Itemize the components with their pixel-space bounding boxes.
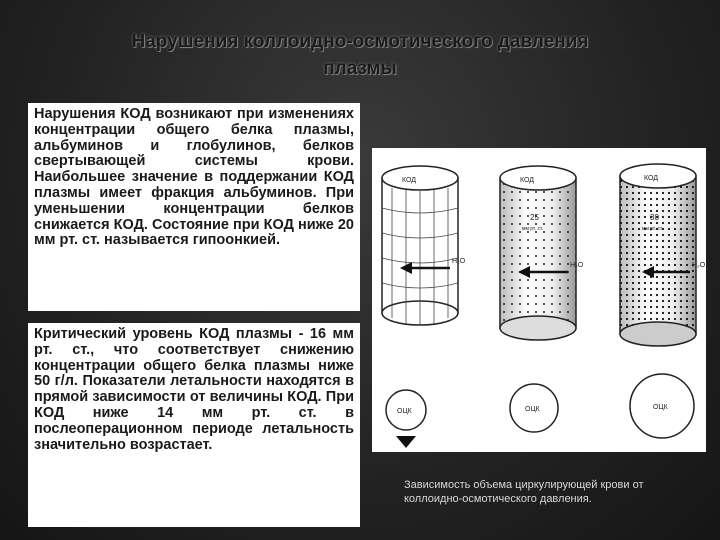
cylinder-3-unit: мм рт. ст. — [642, 226, 664, 232]
ocz-label-2: ОЦК — [525, 406, 540, 413]
h2o-label-3: H₂O — [692, 262, 706, 269]
cylinder-3-value: 30 — [650, 213, 659, 222]
text-block-1-body: изменениях концентрации общего белка плазмы, альбуминов и глобулинов, белков свертывающей системы крови. Наибольшее значение в поддержании КОД плазмы имеет фракция альбуминов. При уменьшении концентрации белков снижается КОД. Состояние при КОД ниже 20 мм рт. ст. называется гипоонкией. — [34, 106, 354, 249]
ocz-circle-3 — [630, 374, 694, 438]
text-block-critical-level — [28, 323, 360, 527]
text-block-1-lead: Нарушения КОД возникают при — [34, 106, 264, 122]
cylinders-diagram — [372, 148, 706, 452]
text-block-hypooncia — [28, 103, 360, 311]
cylinder-1 — [382, 166, 458, 325]
cylinder-2 — [500, 166, 576, 340]
cylinder-2-value: 25 — [530, 213, 539, 222]
slide-title-line-1: Нарушения коллоидно-осмотического давления — [131, 31, 589, 52]
cylinder-2-unit: мм рт. ст. — [522, 226, 544, 232]
ocz-circle-1 — [386, 390, 426, 430]
h2o-label-2: H₂O — [570, 262, 584, 269]
cylinder-3-label: КОД — [644, 175, 659, 182]
decrease-triangle — [396, 436, 416, 448]
cylinder-1-label: КОД — [402, 177, 417, 184]
text-block-2-body: 16 мм рт. ст., что соответствует снижению концентрации общего белка плазмы ниже 50 г/л. Показатели летальности находятся в прямой зависимости от величины КОД. При КОД ниже 14 мм рт. ст. в послеоперационном периоде летальность значительно возрастает. — [34, 326, 355, 453]
h2o-label-1: H₂O — [452, 258, 466, 265]
ocz-circle-2 — [510, 384, 558, 432]
cylinder-3 — [620, 164, 696, 346]
ocz-label-3: ОЦК — [653, 404, 668, 411]
text-block-2-lead: Критический уровень КОД плазмы - — [34, 326, 304, 342]
slide-title-line-2: плазмы — [323, 58, 397, 79]
cylinder-2-label: КОД — [520, 177, 535, 184]
figure-caption: Зависимость объема циркулирующей крови от коллоидно-осмотического давления. — [404, 479, 644, 505]
slide-title — [20, 28, 700, 82]
ocz-label-1: ОЦК — [397, 408, 412, 415]
cylinders-figure — [372, 148, 706, 452]
